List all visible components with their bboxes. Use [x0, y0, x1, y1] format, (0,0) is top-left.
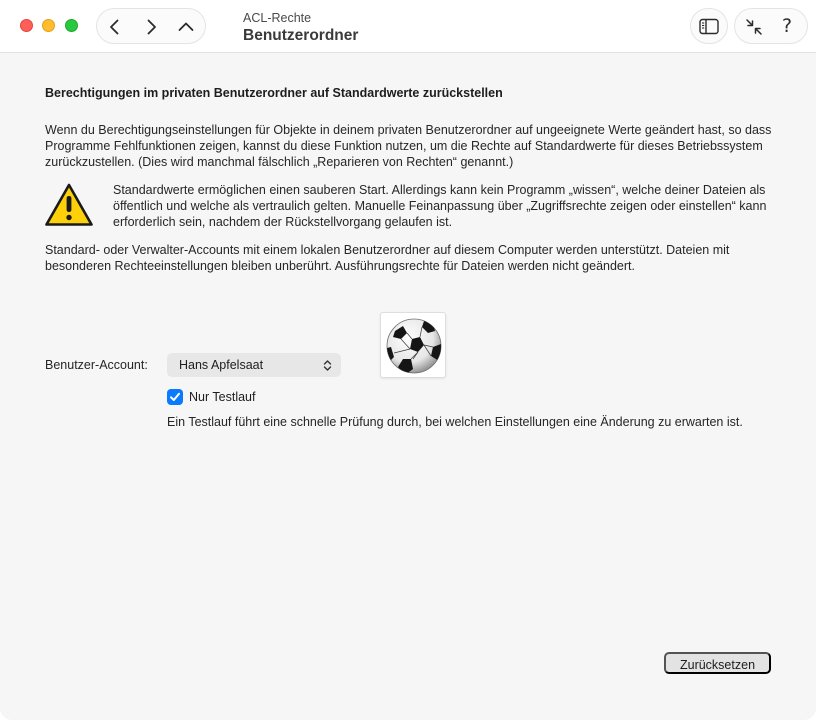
navigation-group: [96, 8, 206, 44]
chevron-up-icon[interactable]: [177, 18, 195, 36]
chevron-right-icon[interactable]: [142, 18, 160, 36]
minimize-window-button[interactable]: [42, 19, 55, 32]
avatar: [380, 312, 446, 378]
sidebar-toggle-icon: [699, 18, 719, 35]
title-bar: [0, 0, 816, 53]
account-label: Benutzer-Account:: [45, 358, 148, 372]
breadcrumb-parent: ACL-Rechte: [243, 11, 312, 25]
account-popup-value: Hans Apfelsaat: [179, 358, 264, 372]
intro-text: Wenn du Berechtigungseinstellungen für Objekte in deinem privaten Benutzerordner auf ungeeignete Werte geändert hast, so dass Programme Fehlfunktionen zeigen, kannst du diese Funktion nutzen, um die Rechte auf Standardwerte für dieses Betriebssystem zurückzustellen. (Dies wird manchmal fälschlich „Reparieren von Rechten“ genannt.): [45, 123, 772, 169]
updown-chevron-icon: [323, 359, 332, 372]
soccer-ball-avatar-icon: [385, 317, 443, 375]
warning-triangle-icon: [45, 183, 93, 227]
reset-button[interactable]: Zurücksetzen: [664, 652, 771, 674]
window-title: Benutzerordner: [243, 27, 359, 44]
toolbar-button-group: [734, 8, 808, 44]
help-button[interactable]: ?: [782, 15, 793, 37]
section-heading: Berechtigungen im privaten Benutzerordner auf Standardwerte zurückstellen: [45, 86, 503, 100]
checkmark-icon: [167, 389, 183, 405]
test-run-hint: Ein Testlauf führt eine schnelle Prüfung durch, bei welchen Einstellungen eine Änderung zu erwarten ist.: [167, 415, 743, 429]
test-run-label[interactable]: Nur Testlauf: [189, 390, 256, 404]
collapse-arrows-icon[interactable]: [745, 18, 763, 36]
account-popup-select[interactable]: [167, 353, 341, 377]
warning-text: Standardwerte ermöglichen einen sauberen Start. Allerdings kann kein Programm „wissen“, welche deiner Dateien als öffentlich und welche als vertraulich gelten. Manuelle Feinanpassung über „Zugriffsrechte zeigen oder einstellen“ kann erforderlich sein, nachdem der Rückstellvorgang gelaufen ist.: [113, 183, 767, 229]
support-note: Standard- oder Verwalter-Accounts mit einem lokalen Benutzerordner auf diesem Computer werden unterstützt. Dateien mit besonderen Rechteeinstellungen bleiben unberührt. Ausführungsrechte für Dateien werden nicht geändert.: [45, 243, 730, 273]
close-window-button[interactable]: [20, 19, 33, 32]
sidebar-toggle-button[interactable]: [690, 8, 728, 44]
zoom-window-button[interactable]: [65, 19, 78, 32]
chevron-left-icon[interactable]: [106, 18, 124, 36]
test-run-checkbox[interactable]: [167, 389, 183, 405]
